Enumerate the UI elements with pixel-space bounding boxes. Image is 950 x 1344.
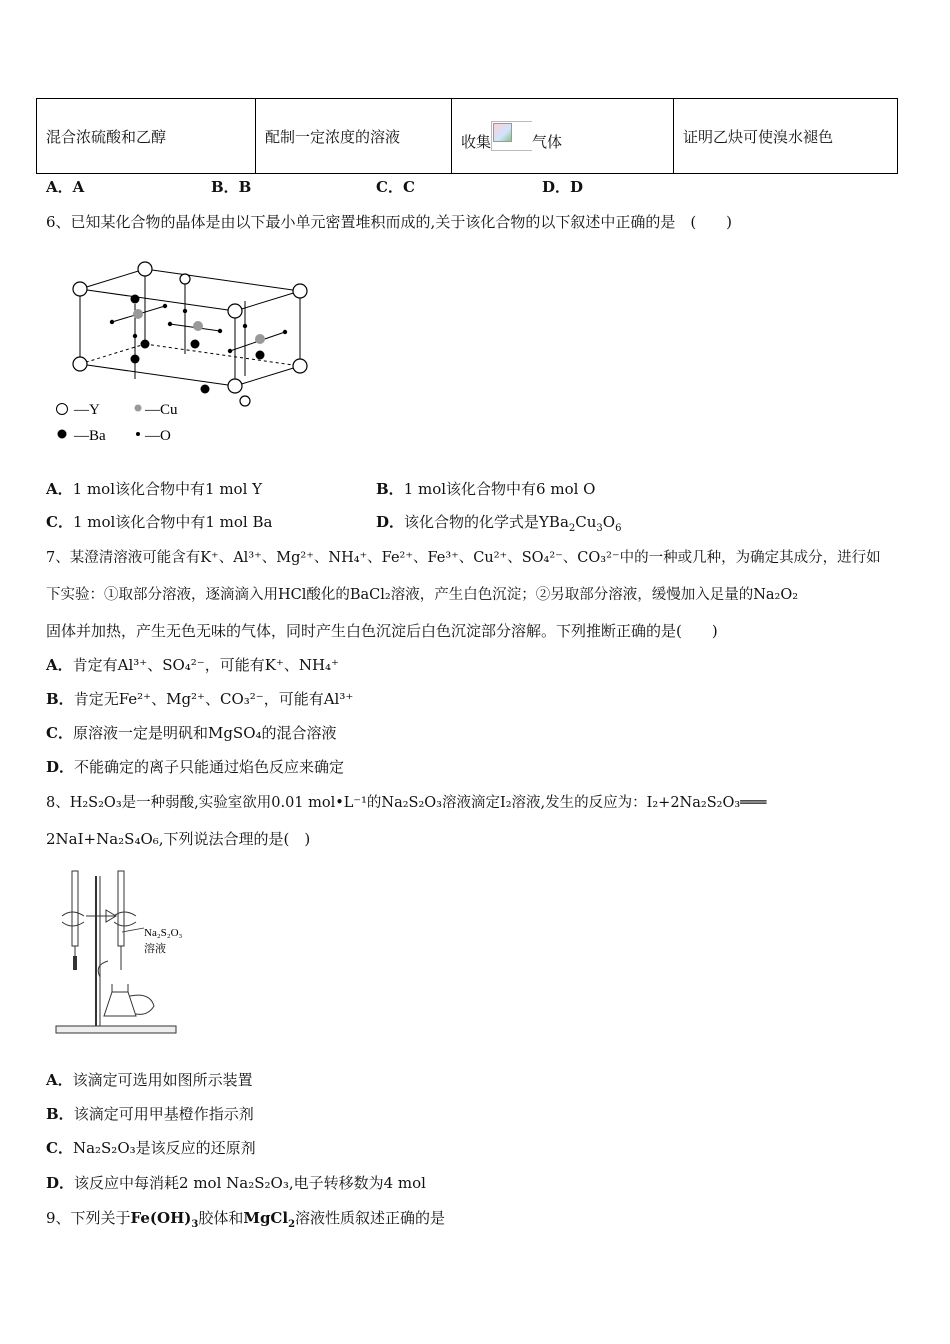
q6-option-a: [46, 478, 262, 499]
titration-apparatus-figure: [52, 866, 202, 1038]
q9-text: 9、下列关于: [46, 1209, 131, 1227]
q5-cell-d: 证明乙炔可使溴水褪色: [674, 99, 898, 174]
option-letter: A．: [46, 1071, 73, 1089]
legend-ba-label: —Ba: [74, 428, 106, 444]
option-letter: A．: [46, 656, 73, 674]
legend-o-label: —O: [145, 428, 171, 444]
q7-stem-line1: 7、某澄清溶液可能含有K⁺、Al³⁺、Mg²⁺、NH₄⁺、Fe²⁺、Fe³⁺、Cu²⁺、SO₄²⁻、CO₃²⁻中的一种或几种，为确定其成分，进行如: [46, 550, 881, 566]
q9-formula: MgCl: [243, 1209, 289, 1227]
option-letter: D．: [46, 758, 75, 776]
figure-label-solution: 溶液: [144, 943, 166, 955]
q5-option-c: C．C: [376, 178, 415, 196]
option-letter: C．: [46, 513, 73, 531]
subscript: 6: [615, 523, 622, 534]
q7-option-d: [46, 756, 344, 777]
q8-stem-line1: 8、H₂S₂O₃是一种弱酸,实验室欲用0.01 mol•L⁻¹的Na₂S₂O₃溶液滴定I₂溶液,发生的反应为：I₂+2Na₂S₂O₃═══: [46, 795, 767, 811]
subscript: 2: [288, 1219, 296, 1230]
q6-stem: 6、已知某化合物的晶体是由以下最小单元密置堆积而成的,关于该化合物的以下叙述中正确的是 ( ): [46, 213, 733, 231]
q5-option-b: B．B: [211, 178, 252, 196]
q8-option-c: [46, 1137, 256, 1158]
subscript: 3: [191, 1219, 199, 1230]
option-letter: C．: [46, 1139, 73, 1157]
subscript: 2: [568, 523, 576, 534]
q5-cell-a: 混合浓硫酸和乙醇: [37, 99, 256, 174]
q7-option-b-text: 肯定无Fe²⁺、Mg²⁺、CO₃²⁻，可能有Al³⁺: [73, 690, 354, 708]
formula-part: O: [602, 513, 616, 531]
option-letter: B．: [46, 1105, 74, 1123]
option-letter: C．: [46, 724, 73, 742]
q5-option-d: D．D: [542, 178, 584, 196]
crystal-unit-cell-diagram: [50, 256, 320, 451]
q7-stem-line3: 固体并加热，产生无色无味的气体，同时产生白色沉淀后白色沉淀部分溶解。下列推断正确的是( ): [46, 622, 718, 640]
q6-option-b-text: 1 mol该化合物中有6 mol O: [403, 480, 596, 498]
option-letter: D．: [376, 513, 405, 531]
q6-option-d-text: 该化合物的化学式是YBa: [404, 513, 569, 531]
option-letter: A．: [46, 480, 73, 498]
q8-stem-line2: 2NaI+Na₂S₄O₆,下列说法合理的是( ): [46, 830, 311, 848]
q5-option-table: [36, 98, 898, 174]
q5-cell-c-text1: 收集: [461, 132, 492, 151]
legend-y-label: —Y: [74, 402, 100, 418]
q6-option-d: [376, 511, 621, 534]
q9-text: 胶体和: [198, 1209, 244, 1227]
q5-option-a: A．A: [46, 178, 85, 196]
q9-formula: Fe(OH): [130, 1209, 192, 1227]
option-letter: D．: [46, 1174, 75, 1192]
q8-option-d: [46, 1172, 426, 1193]
q5-cell-b: 配制一定浓度的溶液: [256, 99, 452, 174]
q6-option-c-text: 1 mol该化合物中有1 mol Ba: [72, 513, 273, 531]
q7-option-a: [46, 654, 339, 675]
q8-option-b-text: 该滴定可用甲基橙作指示剂: [73, 1105, 254, 1123]
figure-label-na2s2o3: Na₂S₂O₃: [144, 927, 183, 939]
q7-option-c-text: 原溶液一定是明矾和MgSO₄的混合溶液: [72, 724, 337, 742]
legend-cu-label: —Cu: [145, 402, 178, 418]
q7-option-a-text: 肯定有Al³⁺、SO₄²⁻，可能有K⁺、NH₄⁺: [72, 656, 339, 674]
q6-option-c: [46, 511, 272, 532]
q8-option-b: [46, 1103, 254, 1124]
q7-stem-line2: 下实验：①取部分溶液，逐滴滴入用HCl酸化的BaCl₂溶液，产生白色沉淀；②另取部分溶液，缓慢加入足量的Na₂O₂: [46, 587, 799, 603]
q5-cell-c: [452, 99, 674, 174]
subscript: 3: [596, 523, 603, 534]
q6-option-a-text: 1 mol该化合物中有1 mol Y: [72, 480, 263, 498]
q9-text: 溶液性质叙述正确的是: [295, 1209, 446, 1227]
q7-option-c: [46, 722, 337, 743]
option-letter: B．: [46, 690, 74, 708]
q8-option-a-text: 该滴定可选用如图所示装置: [72, 1071, 253, 1089]
q8-option-d-text: 该反应中每消耗2 mol Na₂S₂O₃,电子转移数为4 mol: [74, 1174, 426, 1192]
q8-option-c-text: Na₂S₂O₃是该反应的还原剂: [72, 1139, 256, 1157]
q7-option-b: [46, 688, 353, 709]
broken-image-icon: [491, 121, 532, 151]
option-letter: B．: [376, 480, 404, 498]
q6-option-b: [376, 478, 595, 499]
q9-stem: [46, 1207, 445, 1230]
q8-option-a: [46, 1069, 253, 1090]
q7-option-d-text: 不能确定的离子只能通过焰色反应来确定: [74, 758, 345, 776]
q5-cell-c-text2: 气体: [532, 132, 563, 151]
formula-part: Cu: [575, 513, 597, 531]
